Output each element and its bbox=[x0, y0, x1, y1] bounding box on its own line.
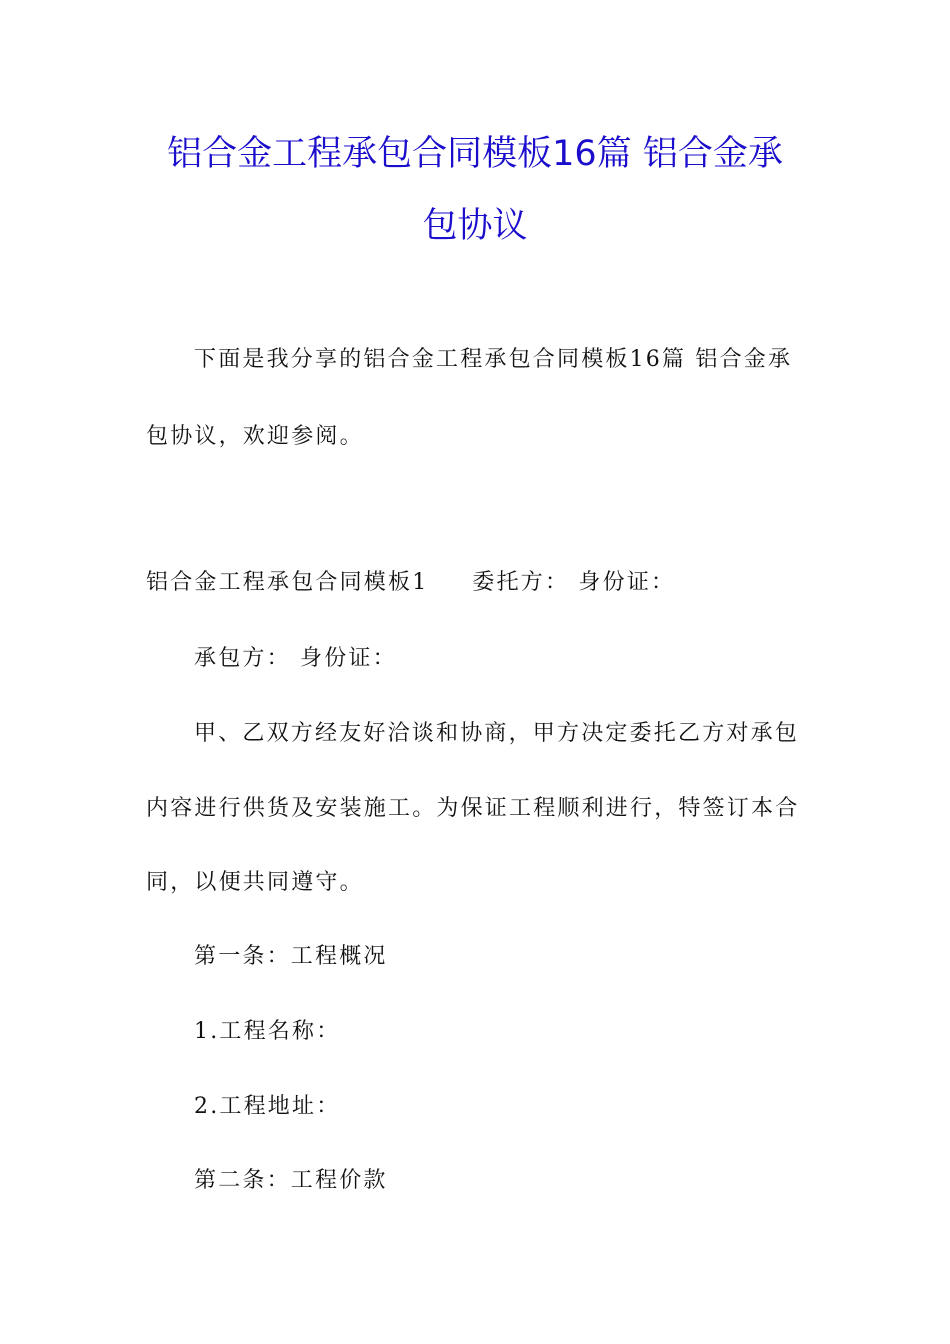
article1-heading: 第一条：工程概况 bbox=[194, 944, 388, 969]
intro-line2: 包协议，欢迎参阅。 bbox=[146, 424, 364, 449]
item1-project-name: 1.工程名称： bbox=[194, 1019, 341, 1044]
client-label: 委托方： bbox=[472, 570, 570, 595]
client-id-label: 身份证： bbox=[578, 570, 676, 595]
document-title-line2: 包协议 bbox=[422, 206, 528, 246]
template-heading: 铝合金工程承包合同模板1 bbox=[146, 570, 429, 595]
template-heading-line bbox=[146, 569, 675, 597]
paragraph-line2: 内容进行供货及安装施工。为保证工程顺利进行，特签订本合 bbox=[146, 796, 800, 821]
item2-project-address: 2.工程地址： bbox=[194, 1094, 341, 1119]
contractor-id-label: 身份证： bbox=[300, 646, 397, 671]
paragraph-line3: 同，以便共同遵守。 bbox=[146, 870, 364, 895]
contractor-label: 承包方： bbox=[194, 646, 291, 671]
intro-line1: 下面是我分享的铝合金工程承包合同模板16篇 铝合金承 bbox=[194, 347, 793, 372]
paragraph-line1: 甲、乙双方经友好洽谈和协商，甲方决定委托乙方对承包 bbox=[194, 721, 800, 746]
article2-heading: 第二条：工程价款 bbox=[194, 1168, 388, 1193]
contractor-line bbox=[194, 645, 397, 673]
document-title-line1: 铝合金工程承包合同模板16篇 铝合金承 bbox=[167, 134, 783, 174]
